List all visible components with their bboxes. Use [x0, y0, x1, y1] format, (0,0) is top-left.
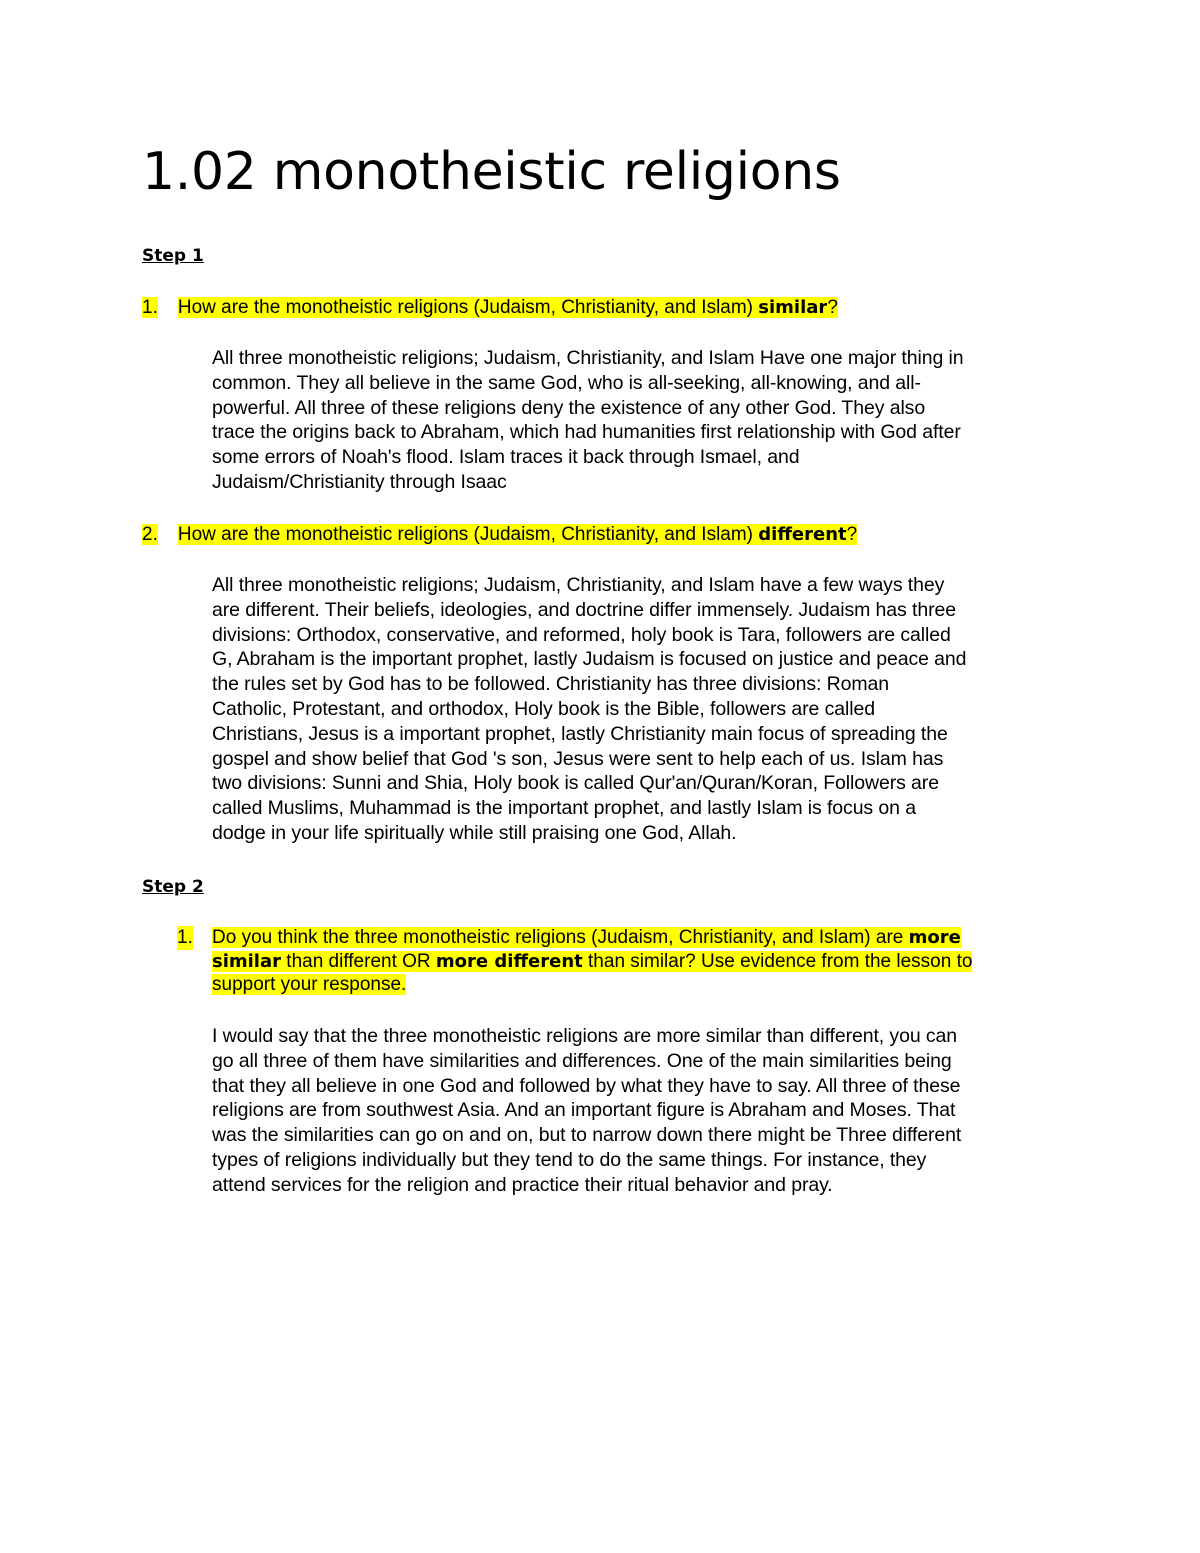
question-text: than similar? Use evidence from the lesson to — [582, 950, 973, 972]
answer-line: called Muslims, Muhammad is the important prophet, and lastly Islam is focus on a — [212, 797, 916, 820]
step1-answer-1 — [212, 346, 1062, 495]
question-keyword: different — [758, 524, 847, 545]
answer-line: trace the origins back to Abraham, which had humanities first relationship with God after — [212, 421, 961, 444]
question-keyword: more different — [435, 950, 583, 972]
answer-line: Christians, Jesus is a important prophet, lastly Christianity main focus of spreading the — [212, 722, 948, 745]
step1-answer-2 — [212, 573, 1062, 846]
step1-question-2 — [142, 523, 857, 547]
answer-line: was the similarities can go on and on, but to narrow down there might be Three different — [212, 1124, 962, 1147]
question-text: Do you think the three monotheistic religions (Judaism, Christianity, and Islam) are — [212, 927, 909, 948]
question-text: How are the monotheistic religions (Judaism, Christianity, and Islam) — [177, 524, 759, 545]
question-end: ? — [827, 297, 838, 318]
step2-answer-1 — [212, 1024, 1062, 1198]
answer-line: common. They all believe in the same God, who is all-seeking, all-knowing, and all- — [212, 371, 921, 394]
answer-line: Catholic, Protestant, and orthodox, Holy book is the Bible, followers are called — [212, 697, 875, 720]
page-title: 1.02 monotheistic religions — [142, 142, 841, 202]
step1-heading: Step 1 — [142, 246, 204, 266]
question-end: ? — [846, 524, 858, 545]
answer-line: powerful. All three of these religions deny the existence of any other God. They also — [212, 396, 926, 419]
question-number: 2. — [142, 524, 158, 545]
step2-heading: Step 2 — [142, 877, 204, 897]
answer-line: I would say that the three monotheistic religions are more similar than different, you can — [212, 1025, 958, 1047]
answer-line: attend services for the religion and practice their ritual behavior and pray. — [212, 1173, 833, 1196]
question-text: How are the monotheistic religions (Judaism, Christianity, and Islam) — [177, 297, 759, 318]
answer-line: gospel and show belief that God 's son, Jesus were sent to help each of us. Islam has — [212, 747, 944, 770]
answer-line: dodge in your life spiritually while still praising one God, Allah. — [212, 821, 737, 844]
answer-line: divisions: Orthodox, conservative, and reformed, holy book is Tara, followers are called — [212, 623, 951, 646]
question-keyword: similar — [212, 950, 282, 972]
answer-line: religions are from southwest Asia. And an important figure is Abraham and Moses. That — [212, 1099, 956, 1122]
answer-line: All three monotheistic religions; Judaism, Christianity, and Islam have a few ways they — [212, 574, 945, 596]
answer-line: Judaism/Christianity through Isaac — [212, 470, 507, 493]
step2-question-1 — [177, 926, 1077, 997]
question-keyword: similar — [758, 297, 828, 318]
answer-line: G, Abraham is the important prophet, lastly Judaism is focused on justice and peace and — [212, 648, 967, 671]
answer-line: go all three of them have similarities and differences. One of the main similarities being — [212, 1049, 952, 1072]
question-number: 1. — [142, 297, 158, 318]
answer-line: some errors of Noah's flood. Islam traces it back through Ismael, and — [212, 446, 800, 469]
question-text: support your response. — [212, 974, 407, 995]
question-keyword: more — [908, 927, 961, 948]
answer-line: the rules set by God has to be followed. Christianity has three divisions: Roman — [212, 673, 890, 696]
question-text: than different OR — [281, 950, 436, 972]
answer-line: All three monotheistic religions; Judaism, Christianity, and Islam Have one major thing in — [212, 347, 964, 369]
answer-line: that they all believe in one God and followed by what they have to say. All three of these — [212, 1074, 961, 1097]
answer-line: are different. Their beliefs, ideologies, and doctrine differ immensely. Judaism has three — [212, 598, 956, 621]
question-number: 1. — [177, 927, 193, 948]
answer-line: two divisions: Sunni and Shia, Holy book is called Qur'an/Quran/Koran, Followers are — [212, 772, 939, 795]
step1-question-1 — [142, 296, 838, 320]
answer-line: types of religions individually but they tend to do the same things. For instance, they — [212, 1148, 927, 1171]
